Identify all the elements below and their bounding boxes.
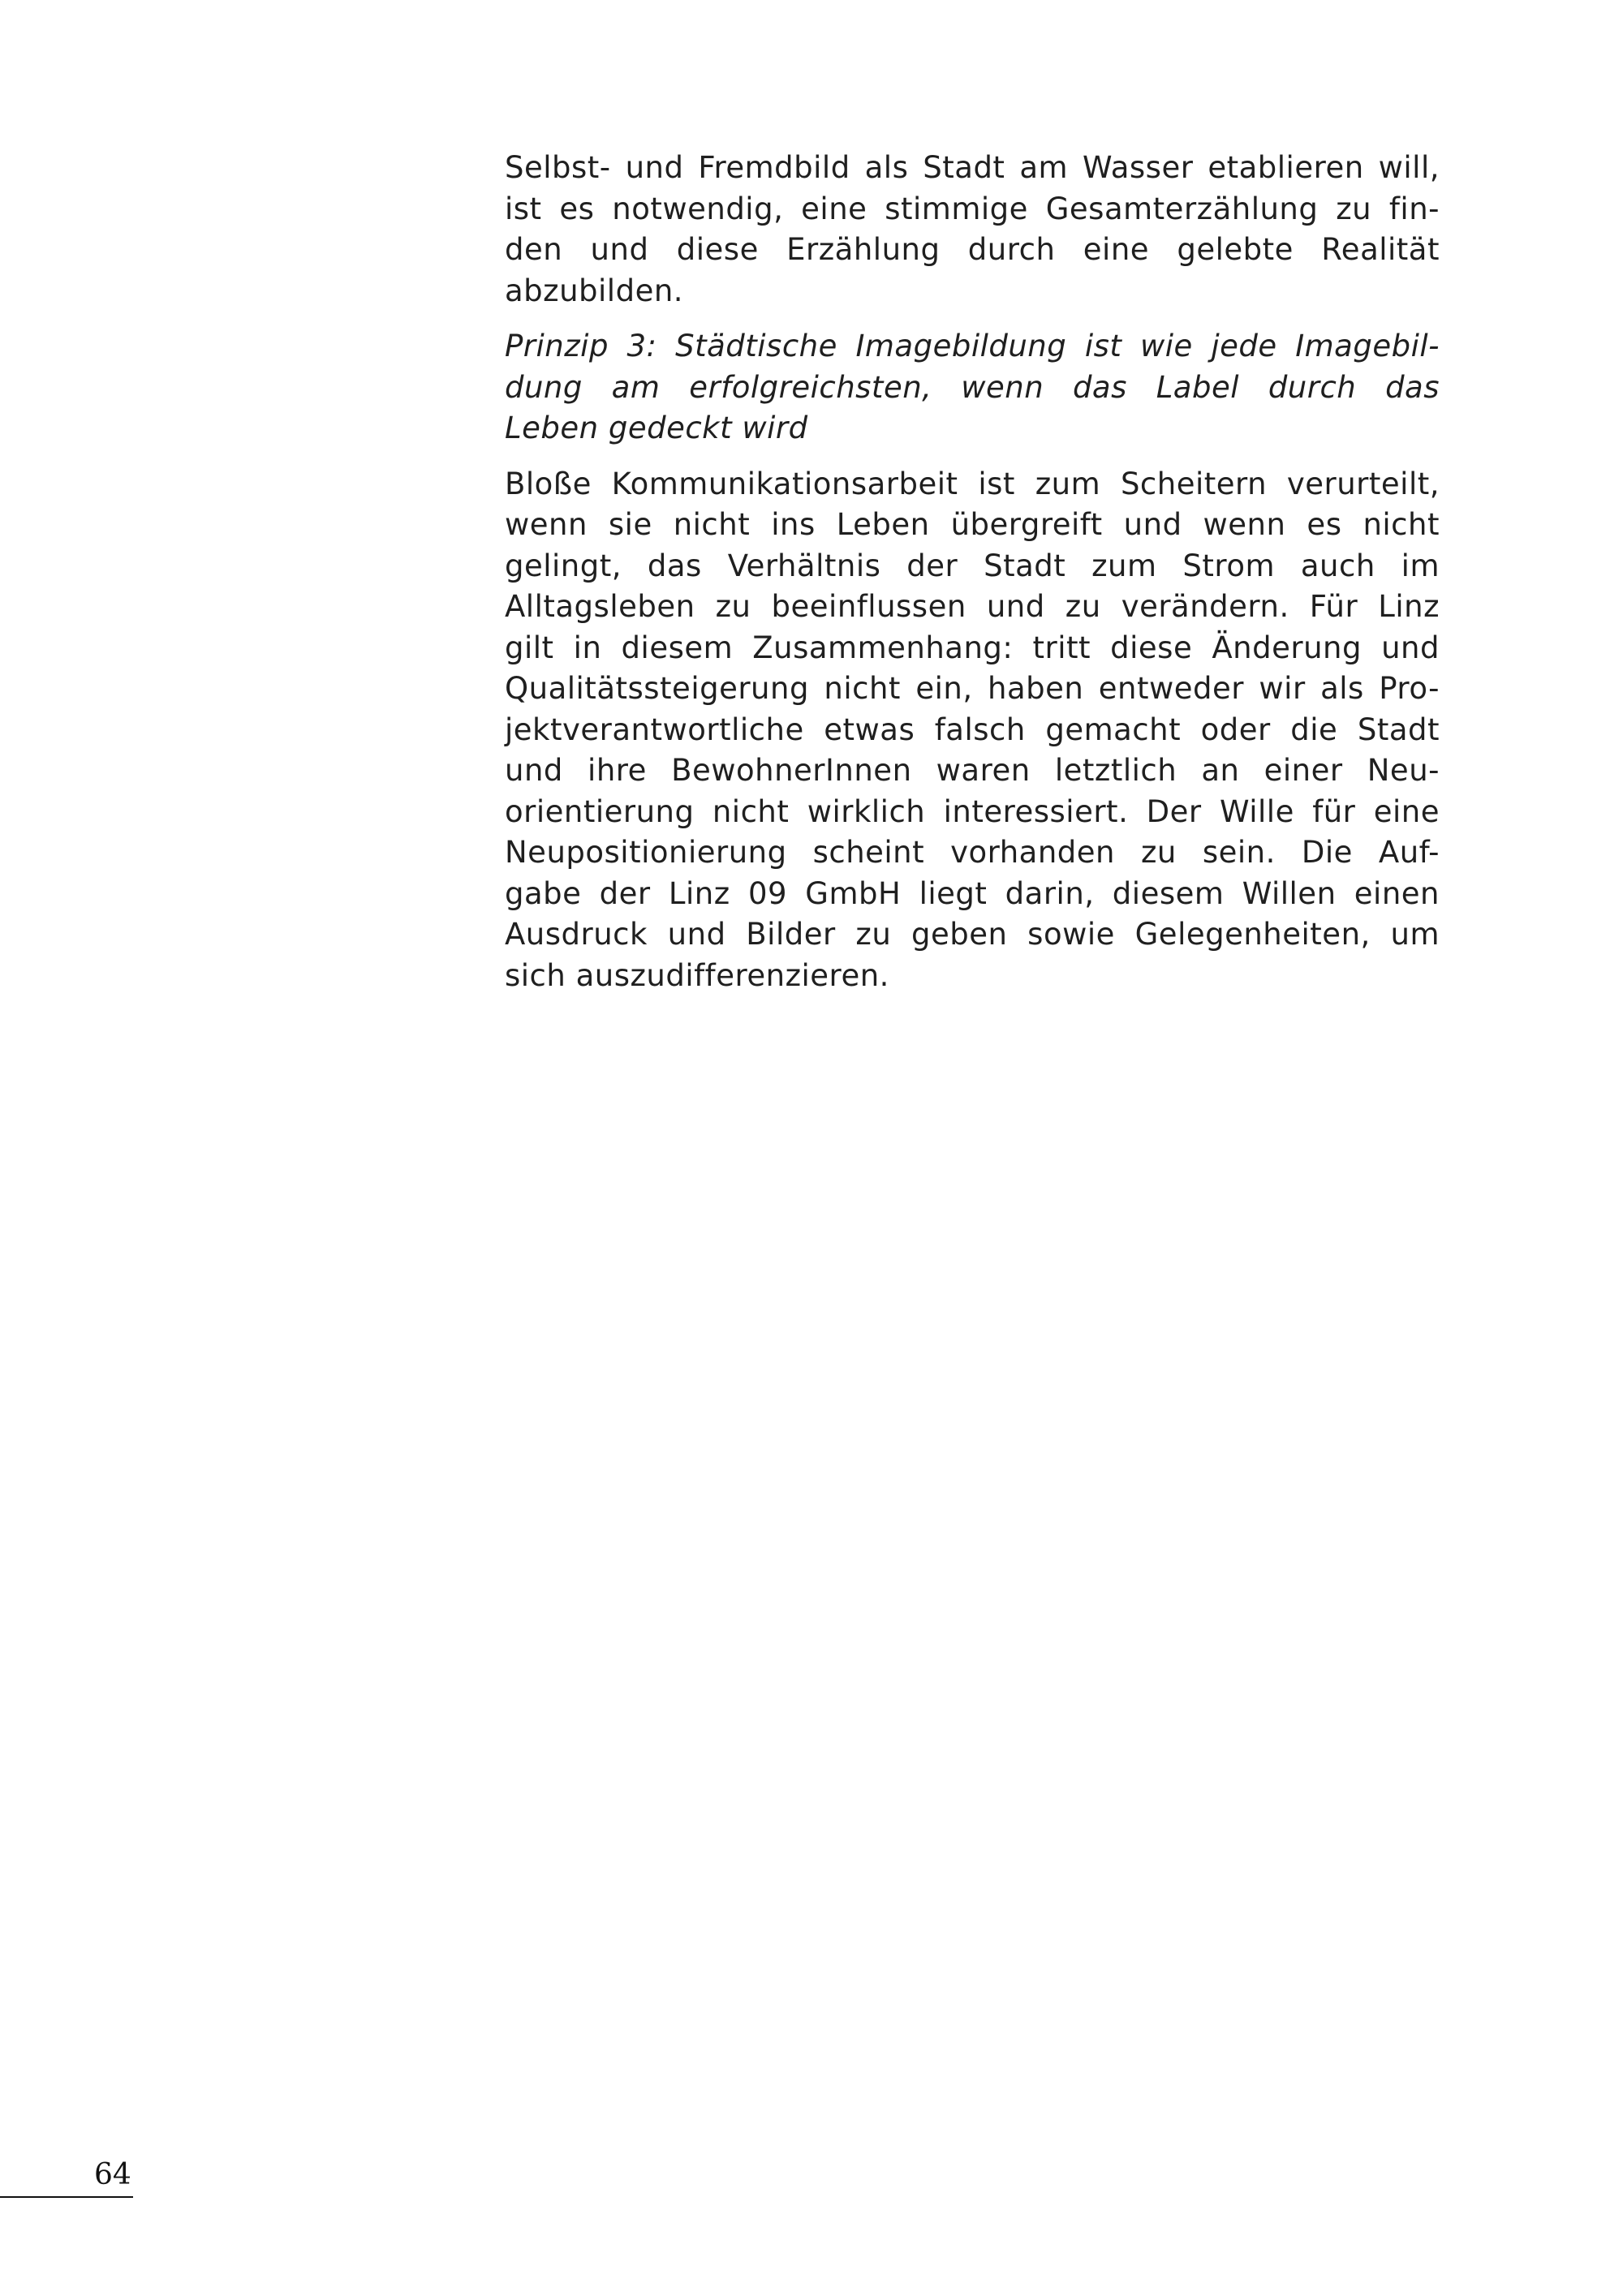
text-line: ist es notwendig, eine stimmige Gesamterzählung zu fin-	[505, 191, 1440, 226]
text-line: orientierung nicht wirklich interessiert. Der Wille für eine	[505, 793, 1440, 829]
text-line: gelingt, das Verhältnis der Stadt zum Strom auch im	[505, 548, 1440, 583]
text-line: und ihre BewohnerInnen waren letztlich an einer Neu-	[505, 753, 1440, 788]
text-line: Neupositionierung scheint vorhanden zu sein. Die Auf-	[505, 835, 1440, 870]
text-line: dung am erfolgreichsten, wenn das Label durch das	[505, 369, 1440, 405]
text-line: sich auszudifferenzieren.	[505, 957, 889, 993]
paragraph-principle-heading	[505, 326, 1440, 449]
text-line: Leben gedeckt wird	[505, 411, 808, 445]
body-text	[505, 148, 1440, 996]
paragraph-communication	[505, 464, 1440, 997]
text-line: gabe der Linz 09 GmbH liegt darin, diesem Willen einen	[505, 875, 1440, 911]
paragraph-spacer	[505, 449, 1440, 464]
text-line: den und diese Erzählung durch eine gelebte Realität	[505, 232, 1440, 267]
text-line: jektverantwortliche etwas falsch gemacht oder die Stadt	[505, 712, 1440, 747]
text-line: Ausdruck und Bilder zu geben sowie Gelegenheiten, um	[505, 917, 1440, 952]
text-line: Qualitätssteigerung nicht ein, haben entweder wir als Pro-	[505, 671, 1440, 706]
text-line: Alltagsleben zu beeinflussen und zu verändern. Für Linz	[505, 589, 1440, 624]
paragraph-intro	[505, 148, 1440, 312]
page-number: 64	[94, 2158, 131, 2191]
text-line: gilt in diesem Zusammenhang: tritt diese Änderung und	[505, 630, 1440, 665]
paragraph-spacer	[505, 312, 1440, 326]
text-line: Bloße Kommunikationsarbeit ist zum Scheitern verurteilt,	[505, 466, 1440, 501]
text-line: Selbst- und Fremdbild als Stadt am Wasser etablieren will,	[505, 150, 1440, 185]
text-line: abzubilden.	[505, 273, 684, 308]
text-line: Prinzip 3: Städtische Imagebildung ist wie jede Imagebil-	[505, 329, 1440, 363]
text-line: wenn sie nicht ins Leben übergreift und wenn es nicht	[505, 507, 1440, 542]
footer-rule	[0, 2196, 133, 2198]
